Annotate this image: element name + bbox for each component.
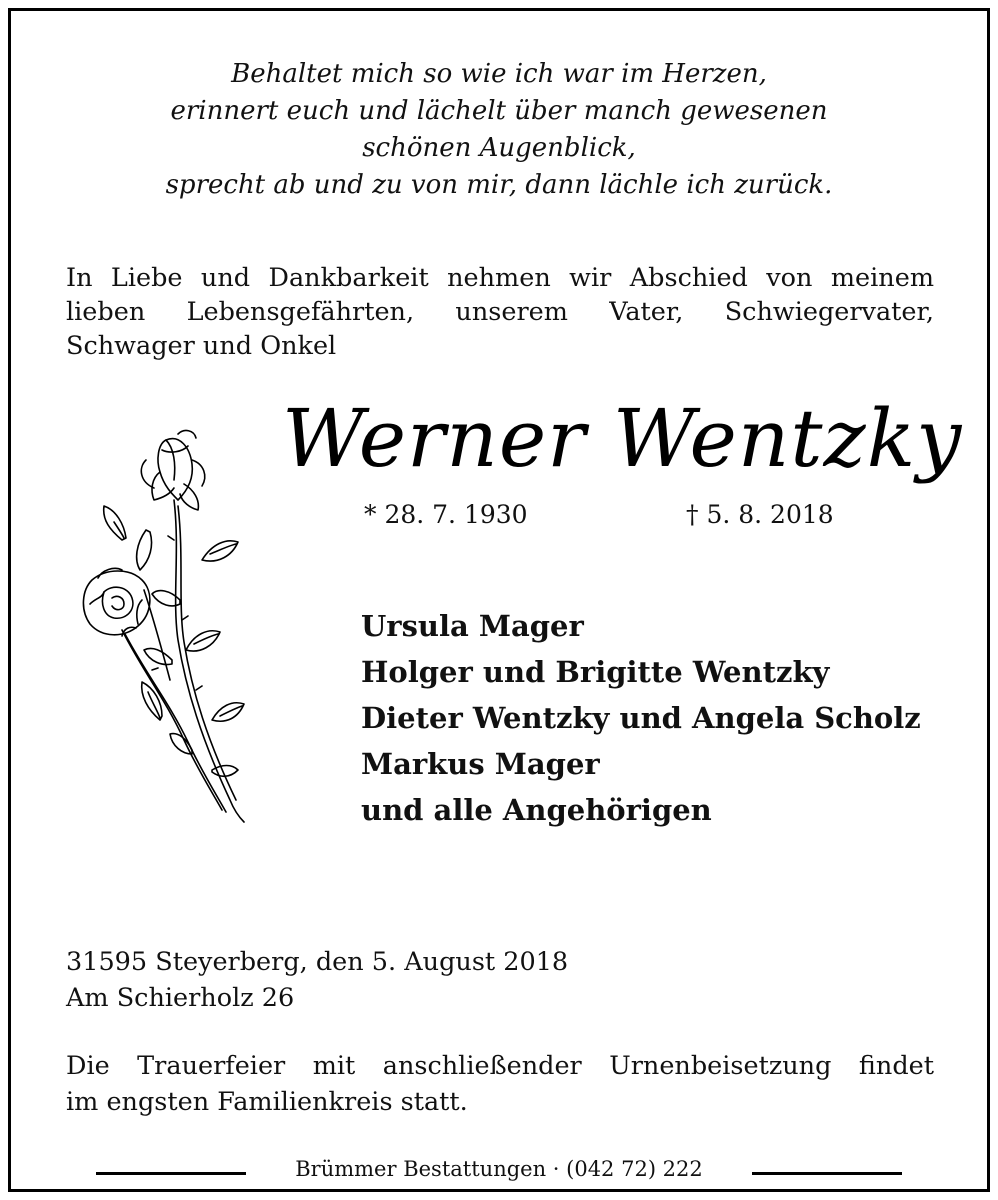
poem-line: Behaltet mich so wie ich war im Herzen,: [231, 59, 767, 89]
mourner-name: Dieter Wentzky und Angela Scholz: [361, 701, 921, 735]
footer-rule-right: [752, 1172, 902, 1175]
street: Am Schierholz 26: [66, 983, 295, 1013]
mourner-name: Markus Mager: [361, 747, 600, 781]
intro-line: Schwager und Onkel: [66, 331, 337, 361]
notice-line: im engsten Familienkreis statt.: [66, 1087, 468, 1117]
poem: [60, 56, 938, 204]
address-block: [66, 944, 568, 1016]
place-date: 31595 Steyerberg, den 5. August 2018: [66, 947, 569, 977]
funeral-notice: [66, 1048, 934, 1120]
poem-line: schönen Augenblick,: [362, 133, 636, 163]
footer-rule-left: [96, 1172, 246, 1175]
poem-line: erinnert euch und lächelt über manch gewesenen: [170, 96, 828, 126]
rose-illustration-icon: [62, 420, 262, 830]
mourner-name: Ursula Mager: [361, 609, 584, 643]
intro-line: lieben Lebensgefährten, unserem Vater, Schwiegervater,: [66, 297, 934, 327]
poem-line: sprecht ab und zu von mir, dann lächle ich zurück.: [165, 170, 833, 200]
intro-line: In Liebe und Dankbarkeit nehmen wir Abschied von meinem: [66, 263, 934, 293]
mourner-name: Holger und Brigitte Wentzky: [361, 655, 830, 689]
death-date: † 5. 8. 2018: [686, 500, 834, 529]
notice-line: Die Trauerfeier mit anschließender Urnenbeisetzung findet: [66, 1051, 934, 1081]
mourner-name: und alle Angehörigen: [361, 793, 712, 827]
footer-undertaker: Brümmer Bestattungen · (042 72) 222: [295, 1157, 703, 1181]
mourners-list: [361, 603, 921, 833]
deceased-name: Werner Wentzky: [282, 392, 963, 485]
intro-text: [66, 261, 934, 363]
birth-date: * 28. 7. 1930: [364, 500, 528, 529]
